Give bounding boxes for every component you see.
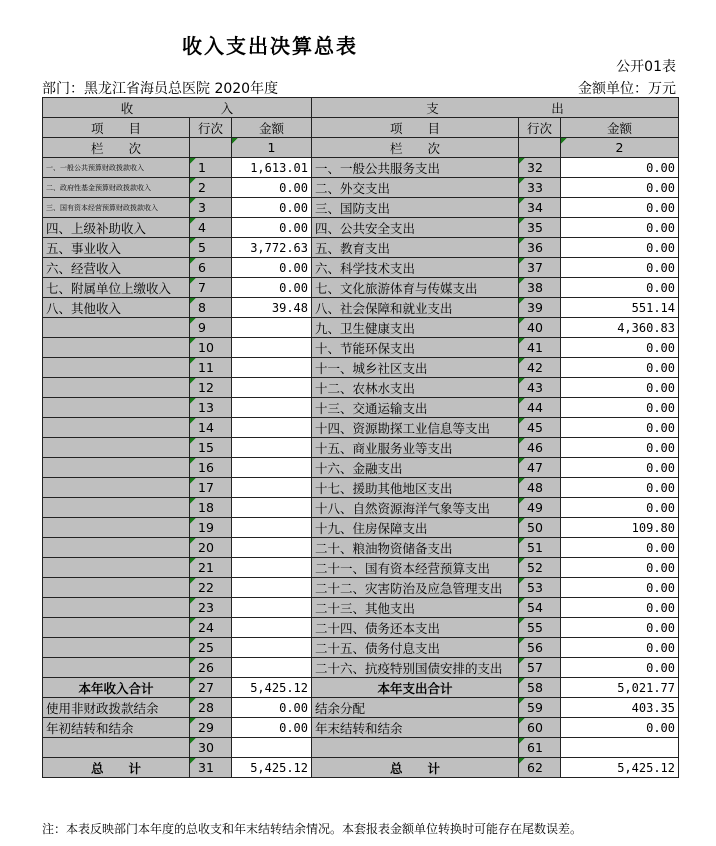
surplus-label: 结余分配 <box>312 698 519 718</box>
income-amount <box>232 318 312 338</box>
income-amount <box>232 598 312 618</box>
table-row <box>43 738 679 758</box>
expense-amount: 0.00 <box>561 358 679 378</box>
expense-item-name: 十八、自然资源海洋气象等支出 <box>312 498 519 518</box>
begin-balance-label: 年初结转和结余 <box>43 718 190 738</box>
table-row <box>43 238 679 258</box>
line-number: 59 <box>519 698 561 718</box>
income-item-name <box>43 518 190 538</box>
table-row <box>43 658 679 678</box>
expense-amount: 0.00 <box>561 278 679 298</box>
income-column-label: 栏 次 <box>43 138 190 158</box>
income-amount <box>232 338 312 358</box>
expense-item-name: 二十三、其他支出 <box>312 598 519 618</box>
table-row <box>43 698 679 718</box>
income-item-name: 一、一般公共预算财政拨款收入 <box>43 158 190 178</box>
line-number: 6 <box>190 258 232 278</box>
table-row <box>43 178 679 198</box>
expense-item-name: 十二、农林水支出 <box>312 378 519 398</box>
expense-item-name: 十、节能环保支出 <box>312 338 519 358</box>
income-amount: 0.00 <box>232 218 312 238</box>
line-number: 60 <box>519 718 561 738</box>
table-row <box>43 318 679 338</box>
income-item-name <box>43 618 190 638</box>
line-number: 30 <box>190 738 232 758</box>
expense-amount: 0.00 <box>561 198 679 218</box>
table-row <box>43 518 679 538</box>
year-expense-amount: 5,021.77 <box>561 678 679 698</box>
expense-amount: 0.00 <box>561 618 679 638</box>
income-item-name <box>43 638 190 658</box>
income-amount <box>232 358 312 378</box>
table-row <box>43 678 679 698</box>
grand-total-income-label: 总 计 <box>43 758 190 778</box>
line-number: 9 <box>190 318 232 338</box>
surplus-amount: 403.35 <box>561 698 679 718</box>
expense-amount: 0.00 <box>561 638 679 658</box>
income-item-header: 项 目 <box>43 118 190 138</box>
expense-line-header: 行次 <box>519 118 561 138</box>
department-label: 部门：黑龙江省海员总医院 2020年度 <box>42 81 279 97</box>
form-number: 公开01表 <box>616 59 676 75</box>
line-number: 12 <box>190 378 232 398</box>
income-item-name <box>43 538 190 558</box>
income-amount: 0.00 <box>232 278 312 298</box>
table-row <box>43 438 679 458</box>
table-row <box>43 718 679 738</box>
table-row <box>43 458 679 478</box>
nonfiscal-amount: 0.00 <box>232 698 312 718</box>
income-amount <box>232 658 312 678</box>
income-column-number: 1 <box>232 138 312 158</box>
line-number: 38 <box>519 278 561 298</box>
income-item-name <box>43 598 190 618</box>
line-number: 48 <box>519 478 561 498</box>
table-row <box>43 218 679 238</box>
expense-item-name: 十九、住房保障支出 <box>312 518 519 538</box>
expense-item-name: 五、教育支出 <box>312 238 519 258</box>
expense-item-header: 项 目 <box>312 118 519 138</box>
line-number: 55 <box>519 618 561 638</box>
line-number: 39 <box>519 298 561 318</box>
line-number: 23 <box>190 598 232 618</box>
income-amount <box>232 618 312 638</box>
line-number: 13 <box>190 398 232 418</box>
line-number: 15 <box>190 438 232 458</box>
table-row <box>43 638 679 658</box>
income-item-name: 八、其他收入 <box>43 298 190 318</box>
line-number: 45 <box>519 418 561 438</box>
table-row <box>43 298 679 318</box>
expense-amount: 0.00 <box>561 238 679 258</box>
income-item-name <box>43 558 190 578</box>
begin-balance-amount: 0.00 <box>232 718 312 738</box>
line-number: 49 <box>519 498 561 518</box>
line-number: 16 <box>190 458 232 478</box>
expense-amount: 0.00 <box>561 658 679 678</box>
table-row <box>43 478 679 498</box>
amount-unit-label: 金额单位：万元 <box>578 81 676 97</box>
income-amount <box>232 478 312 498</box>
expense-amount: 0.00 <box>561 478 679 498</box>
line-number: 24 <box>190 618 232 638</box>
expense-item-name: 七、文化旅游体育与传媒支出 <box>312 278 519 298</box>
line-number: 53 <box>519 578 561 598</box>
expense-header: 支 出 <box>312 98 679 118</box>
line-number: 5 <box>190 238 232 258</box>
expense-amount: 0.00 <box>561 258 679 278</box>
expense-item-name: 三、国防支出 <box>312 198 519 218</box>
line-number: 34 <box>519 198 561 218</box>
table-row <box>43 358 679 378</box>
line-number: 43 <box>519 378 561 398</box>
income-item-name: 七、附属单位上缴收入 <box>43 278 190 298</box>
line-number: 31 <box>190 758 232 778</box>
expense-amount-header: 金额 <box>561 118 679 138</box>
income-item-name <box>43 398 190 418</box>
income-item-name <box>43 318 190 338</box>
table-row <box>43 378 679 398</box>
line-number: 33 <box>519 178 561 198</box>
expense-amount: 0.00 <box>561 418 679 438</box>
income-item-name: 六、经营收入 <box>43 258 190 278</box>
table-row <box>43 198 679 218</box>
income-amount <box>232 638 312 658</box>
page-title: 收入支出决算总表 <box>182 34 358 58</box>
line-number: 28 <box>190 698 232 718</box>
income-amount <box>232 558 312 578</box>
line-number: 25 <box>190 638 232 658</box>
line-number: 7 <box>190 278 232 298</box>
expense-amount: 0.00 <box>561 498 679 518</box>
summary-table <box>42 97 679 778</box>
income-amount: 39.48 <box>232 298 312 318</box>
expense-amount: 0.00 <box>561 378 679 398</box>
line-number: 27 <box>190 678 232 698</box>
expense-item-name: 十七、援助其他地区支出 <box>312 478 519 498</box>
expense-item-name: 六、科学技术支出 <box>312 258 519 278</box>
line-number: 62 <box>519 758 561 778</box>
expense-amount: 551.14 <box>561 298 679 318</box>
table-row <box>43 158 679 178</box>
line-number: 8 <box>190 298 232 318</box>
end-balance-amount: 0.00 <box>561 718 679 738</box>
income-amount: 0.00 <box>232 198 312 218</box>
income-amount <box>232 538 312 558</box>
table-row <box>43 758 679 778</box>
table-row <box>43 398 679 418</box>
income-item-name <box>43 458 190 478</box>
expense-item-name: 二十四、债务还本支出 <box>312 618 519 638</box>
income-amount: 3,772.63 <box>232 238 312 258</box>
income-amount <box>232 578 312 598</box>
expense-item-name: 十五、商业服务业等支出 <box>312 438 519 458</box>
income-item-name <box>43 438 190 458</box>
expense-item-name: 十一、城乡社区支出 <box>312 358 519 378</box>
line-number: 2 <box>190 178 232 198</box>
table-row <box>43 558 679 578</box>
income-amount: 0.00 <box>232 258 312 278</box>
expense-item-name: 八、社会保障和就业支出 <box>312 298 519 318</box>
expense-item-name: 二十五、债务付息支出 <box>312 638 519 658</box>
expense-item-name: 十三、交通运输支出 <box>312 398 519 418</box>
line-number: 41 <box>519 338 561 358</box>
income-amount-header: 金额 <box>232 118 312 138</box>
expense-amount: 0.00 <box>561 458 679 478</box>
line-number: 14 <box>190 418 232 438</box>
line-number: 54 <box>519 598 561 618</box>
year-income-label: 本年收入合计 <box>43 678 190 698</box>
nonfiscal-label: 使用非财政拨款结余 <box>43 698 190 718</box>
income-item-name: 三、国有资本经营预算财政拨款收入 <box>43 198 190 218</box>
income-line-header: 行次 <box>190 118 232 138</box>
grand-total-expense-amount: 5,425.12 <box>561 758 679 778</box>
expense-column-label: 栏 次 <box>312 138 519 158</box>
expense-item-name: 二十六、抗疫特别国债安排的支出 <box>312 658 519 678</box>
expense-item-name: 十四、资源勘探工业信息等支出 <box>312 418 519 438</box>
line-number: 50 <box>519 518 561 538</box>
line-number: 18 <box>190 498 232 518</box>
line-number: 46 <box>519 438 561 458</box>
table-row <box>43 498 679 518</box>
income-amount <box>232 518 312 538</box>
expense-amount: 109.80 <box>561 518 679 538</box>
income-amount <box>232 498 312 518</box>
expense-item-name: 四、公共安全支出 <box>312 218 519 238</box>
income-item-name <box>43 658 190 678</box>
table-row <box>43 618 679 638</box>
table-body <box>43 158 679 678</box>
line-number: 44 <box>519 398 561 418</box>
line-number: 47 <box>519 458 561 478</box>
year-income-amount: 5,425.12 <box>232 678 312 698</box>
line-number: 4 <box>190 218 232 238</box>
line-number: 52 <box>519 558 561 578</box>
expense-amount: 0.00 <box>561 438 679 458</box>
table-row <box>43 258 679 278</box>
line-number: 37 <box>519 258 561 278</box>
table-row <box>43 598 679 618</box>
income-amount: 1,613.01 <box>232 158 312 178</box>
line-number: 26 <box>190 658 232 678</box>
line-number: 17 <box>190 478 232 498</box>
expense-amount: 0.00 <box>561 218 679 238</box>
table-row <box>43 578 679 598</box>
expense-amount: 0.00 <box>561 538 679 558</box>
expense-item-name: 十六、金融支出 <box>312 458 519 478</box>
line-number: 40 <box>519 318 561 338</box>
line-number: 61 <box>519 738 561 758</box>
end-balance-label: 年末结转和结余 <box>312 718 519 738</box>
expense-item-name: 二十一、国有资本经营预算支出 <box>312 558 519 578</box>
table-row <box>43 278 679 298</box>
income-item-name <box>43 378 190 398</box>
income-amount <box>232 418 312 438</box>
income-item-name <box>43 478 190 498</box>
table-row <box>43 418 679 438</box>
line-number: 10 <box>190 338 232 358</box>
income-item-name <box>43 578 190 598</box>
line-number: 56 <box>519 638 561 658</box>
expense-item-name: 二、外交支出 <box>312 178 519 198</box>
income-item-name: 二、政府性基金预算财政拨款收入 <box>43 178 190 198</box>
expense-item-name: 二十二、灾害防治及应急管理支出 <box>312 578 519 598</box>
expense-amount: 0.00 <box>561 598 679 618</box>
expense-item-name: 九、卫生健康支出 <box>312 318 519 338</box>
line-number: 1 <box>190 158 232 178</box>
income-amount <box>232 378 312 398</box>
footnote: 注：本表反映部门本年度的总收支和年末结转结余情况。本套报表金额单位转换时可能存在尾数误差。 <box>42 822 583 836</box>
line-number: 36 <box>519 238 561 258</box>
expense-amount: 0.00 <box>561 398 679 418</box>
line-number: 42 <box>519 358 561 378</box>
line-number: 51 <box>519 538 561 558</box>
income-item-name <box>43 498 190 518</box>
income-item-name <box>43 418 190 438</box>
line-number: 22 <box>190 578 232 598</box>
expense-amount: 0.00 <box>561 158 679 178</box>
expense-column-number: 2 <box>561 138 679 158</box>
expense-item-name: 一、一般公共服务支出 <box>312 158 519 178</box>
line-number: 35 <box>519 218 561 238</box>
line-number: 11 <box>190 358 232 378</box>
line-number: 57 <box>519 658 561 678</box>
line-number: 19 <box>190 518 232 538</box>
income-amount: 0.00 <box>232 178 312 198</box>
income-item-name: 四、上级补助收入 <box>43 218 190 238</box>
line-number: 29 <box>190 718 232 738</box>
grand-total-income-amount: 5,425.12 <box>232 758 312 778</box>
line-number: 3 <box>190 198 232 218</box>
table-row <box>43 538 679 558</box>
income-header: 收 入 <box>43 98 312 118</box>
income-item-name: 五、事业收入 <box>43 238 190 258</box>
income-item-name <box>43 358 190 378</box>
expense-amount: 0.00 <box>561 578 679 598</box>
income-amount <box>232 438 312 458</box>
expense-amount: 0.00 <box>561 558 679 578</box>
expense-amount: 0.00 <box>561 178 679 198</box>
table-row <box>43 338 679 358</box>
line-number: 21 <box>190 558 232 578</box>
line-number: 20 <box>190 538 232 558</box>
income-amount <box>232 398 312 418</box>
grand-total-expense-label: 总 计 <box>312 758 519 778</box>
year-expense-label: 本年支出合计 <box>312 678 519 698</box>
income-item-name <box>43 338 190 358</box>
line-number: 58 <box>519 678 561 698</box>
expense-amount: 4,360.83 <box>561 318 679 338</box>
income-amount <box>232 458 312 478</box>
expense-item-name: 二十、粮油物资储备支出 <box>312 538 519 558</box>
line-number: 32 <box>519 158 561 178</box>
expense-amount: 0.00 <box>561 338 679 358</box>
